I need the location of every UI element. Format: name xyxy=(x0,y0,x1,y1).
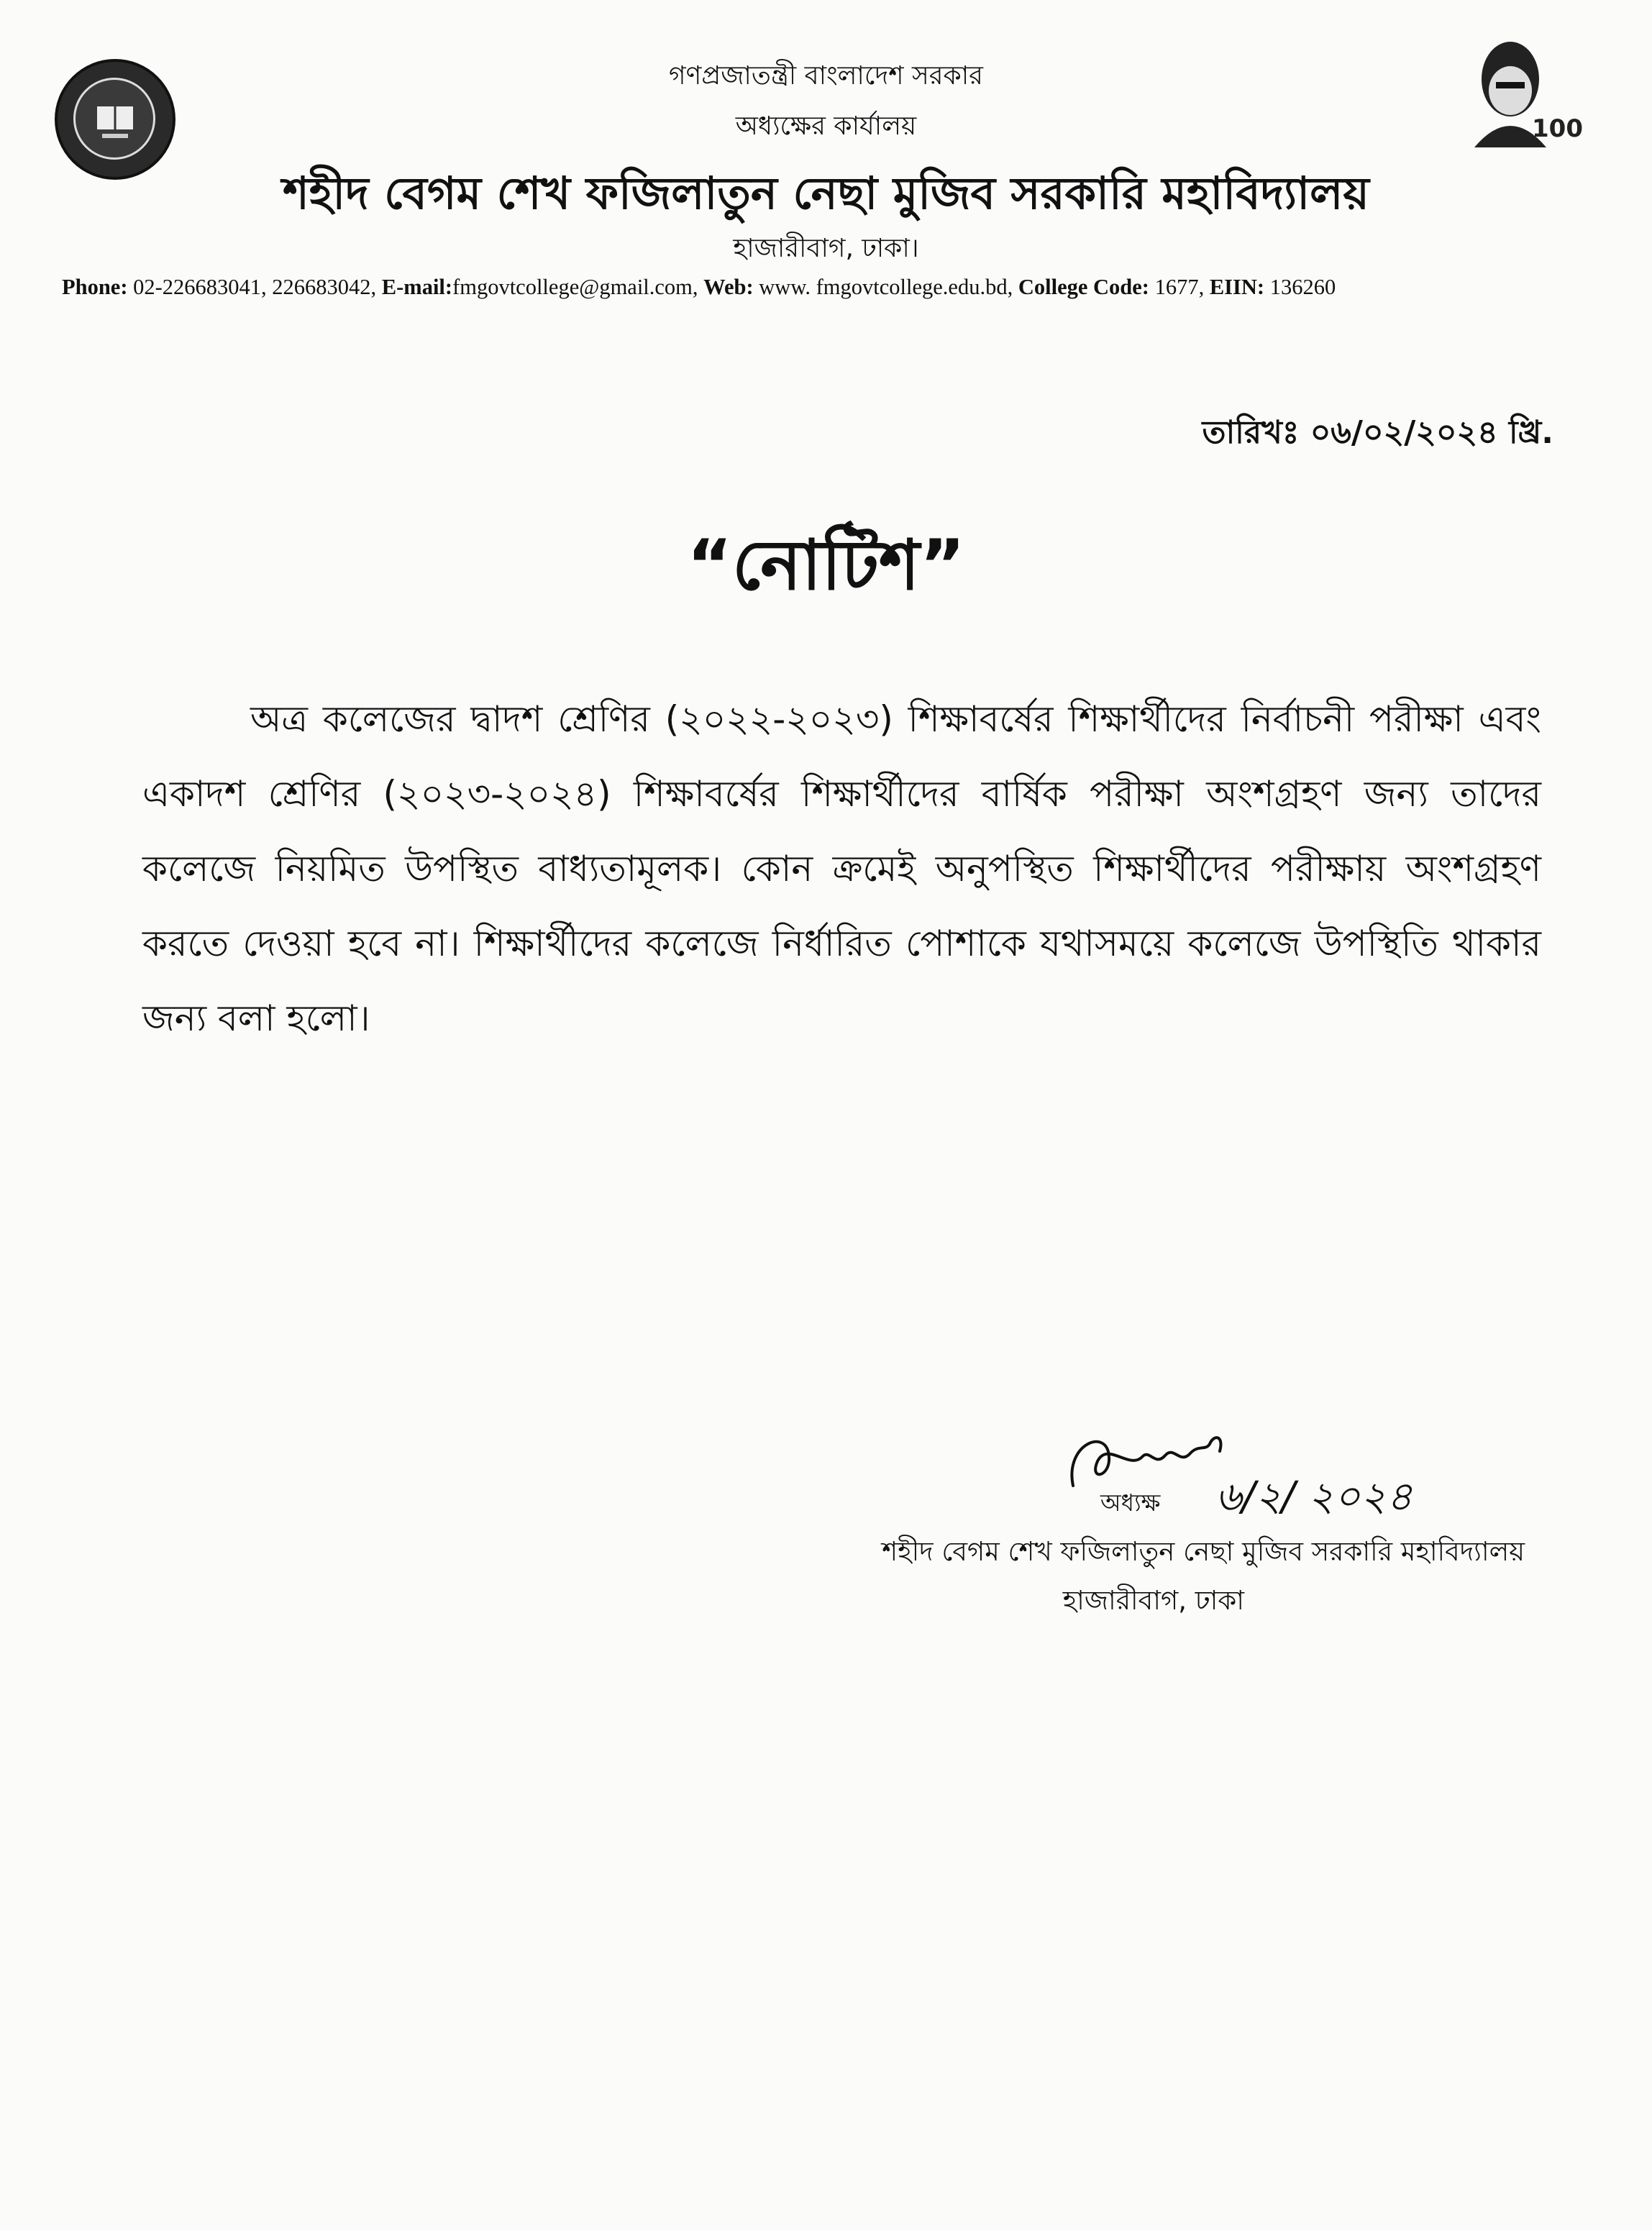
government-line: গণপ্রজাতন্ত্রী বাংলাদেশ সরকার xyxy=(668,61,983,91)
college-code: 1677, xyxy=(1154,275,1205,299)
eiin-number: 136260 xyxy=(1269,275,1336,299)
svg-text:100: 100 xyxy=(1532,114,1583,143)
college-name: শহীদ বেগম শেখ ফজিলাতুন নেছা মুজিব সরকারি মহাবিদ্যালয় xyxy=(283,167,1369,219)
college-code-label: College Code: xyxy=(1018,275,1149,299)
eiin-label: EIIN: xyxy=(1209,275,1265,299)
signatory-city: হাজারীবাগ, ঢাকা xyxy=(1062,1585,1244,1616)
email-address: fmgovtcollege@gmail.com, xyxy=(452,275,698,299)
email-label: E-mail: xyxy=(381,275,453,299)
signature-date: ৬/২/ ২০২৪ xyxy=(1215,1473,1413,1520)
notice-date: তারিখঃ ০৬/০২/২০২৪ খ্রি. xyxy=(1202,414,1553,451)
contact-line xyxy=(62,275,1644,300)
signatory-title: অধ্যক্ষ xyxy=(1100,1489,1161,1517)
notice-title: “নোটিশ” xyxy=(687,525,965,606)
web-label: Web: xyxy=(703,275,754,299)
phone-label: Phone: xyxy=(62,275,128,299)
phone-number: 02-226683041, 226683042, xyxy=(133,275,377,299)
notice-body: অত্র কলেজের দ্বাদশ শ্রেণির (২০২২-২০২৩) শিক্ষাবর্ষের শিক্ষার্থীদের নির্বাচনী পরীক্ষা এবং একাদশ শ্রেণির (২০২৩-২০২৪) শিক্ষাবর্ষের শিক্ষার্থীদের বার্ষিক পরীক্ষা অংশগ্রহণ জন্য তাদের কলেজে নিয়মিত উপস্থিত বাধ্যতামূলক। কোন ক্রমেই অনুপস্থিত শিক্ষার্থীদের পরীক্ষায় অংশগ্রহণ করতে দেওয়া হবে না। শিক্ষার্থীদের কলেজে নির্ধারিত পোশাকে যথাসময়ে কলেজে উপস্থিতি থাকার জন্য বলা হলো। xyxy=(142,698,1541,1039)
signatory-college: শহীদ বেগম শেখ ফজিলাতুন নেছা মুজিব সরকারি মহাবিদ্যালয় xyxy=(882,1536,1525,1567)
web-address: www. fmgovtcollege.edu.bd, xyxy=(759,275,1013,299)
office-line: অধ্যক্ষের কার্যালয় xyxy=(735,111,917,141)
college-city: হাজারীবাগ, ঢাকা। xyxy=(733,234,919,263)
